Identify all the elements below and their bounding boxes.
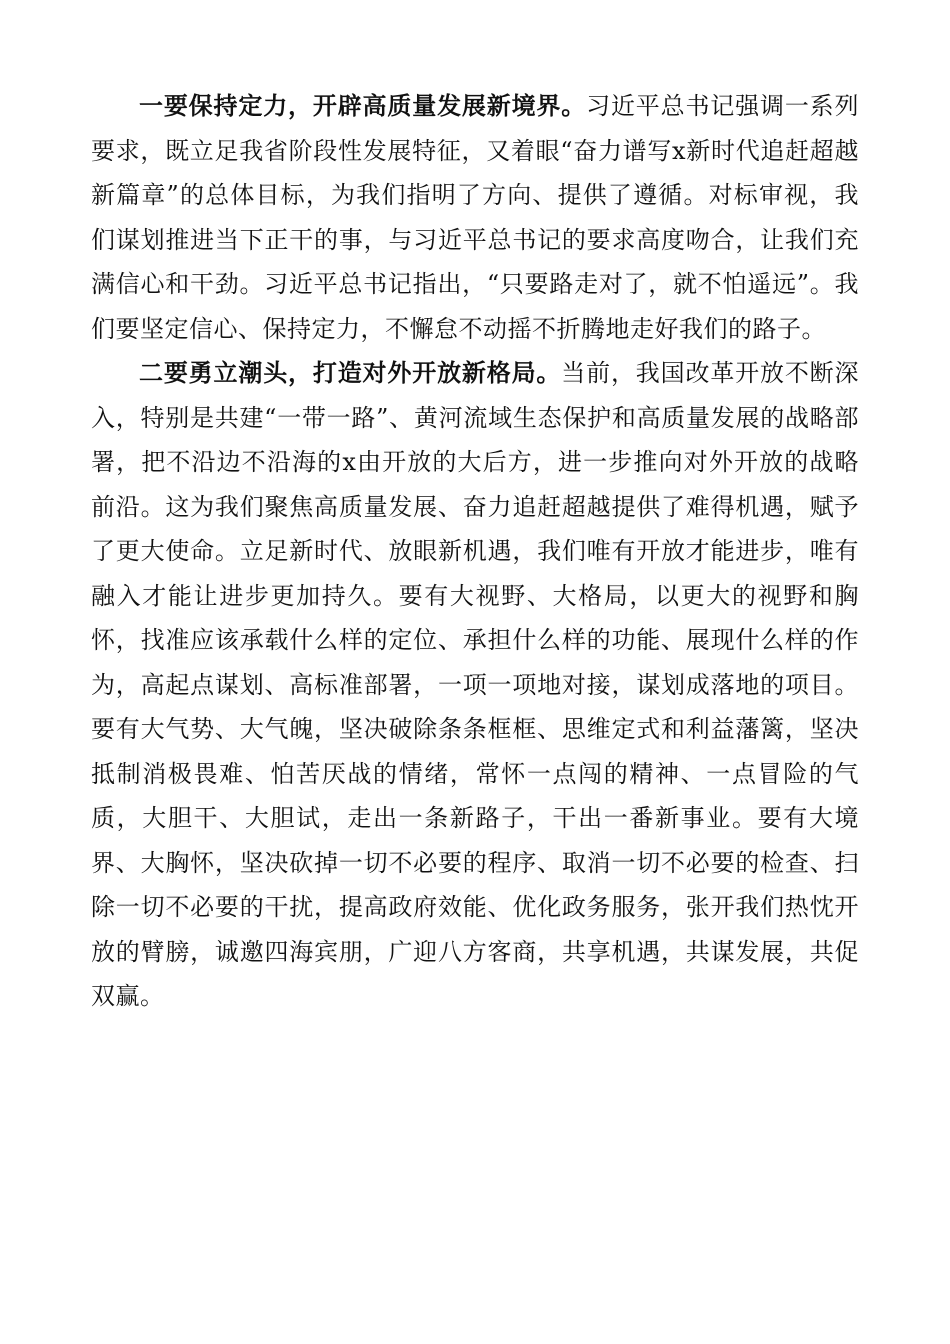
paragraph-2-text: 当前，我国改革开放不断深入，特别是共建“一带一路”、黄河流域生态保护和高质量发展的战略部署，把不沿边不沿海的x由开放的大后方，进一步推向对外开放的战略前沿。这为我们聚焦高质量发展、奋力追赶超越提供了难得机遇，赋予了更大使命。立足新时代、放眼新机遇，我们唯有开放才能进步，唯有融入才能让进步更加持久。要有大视野、大格局，以更大的视野和胸怀，找准应该承载什么样的定位、承担什么样的功能、展现什么样的作为，高起点谋划、高标准部署，一项一项地对接，谋划成落地的项目。要有大气势、大气魄，坚决破除条条框框、思维定式和利益藩篱，坚决抵制消极畏难、怕苦厌战的情绪，常怀一点闯的精神、一点冒险的气质，大胆干、大胆试，走出一条新路子，干出一番新事业。要有大境界、大胸怀，坚决砍掉一切不必要的程序、取消一切不必要的检查、扫除一切不必要的干扰，提高政府效能、优化政务服务，张开我们热忱开放的臂膀，诚邀四海宾朋，广迎八方客商，共享机遇，共谋发展，共促双赢。 [91, 359, 860, 1010]
paragraph-2 [91, 351, 859, 1019]
paragraph-1 [91, 84, 859, 351]
paragraph-2-heading: 二要勇立潮头，打造对外开放新格局。 [139, 358, 562, 387]
document-body [91, 84, 859, 1019]
paragraph-1-heading: 一要保持定力，开辟高质量发展新境界。 [139, 91, 587, 120]
paragraph-1-text: 习近平总书记强调一系列要求，既立足我省阶段性发展特征，又着眼“奋力谱写x新时代追赶超越新篇章”的总体目标，为我们指明了方向、提供了遵循。对标审视，我们谋划推进当下正干的事，与习近平总书记的要求高度吻合，让我们充满信心和干劲。习近平总书记指出，“只要路走对了，就不怕遥远”。我们要坚定信心、保持定力，不懈怠不动摇不折腾地走好我们的路子。 [91, 92, 860, 343]
